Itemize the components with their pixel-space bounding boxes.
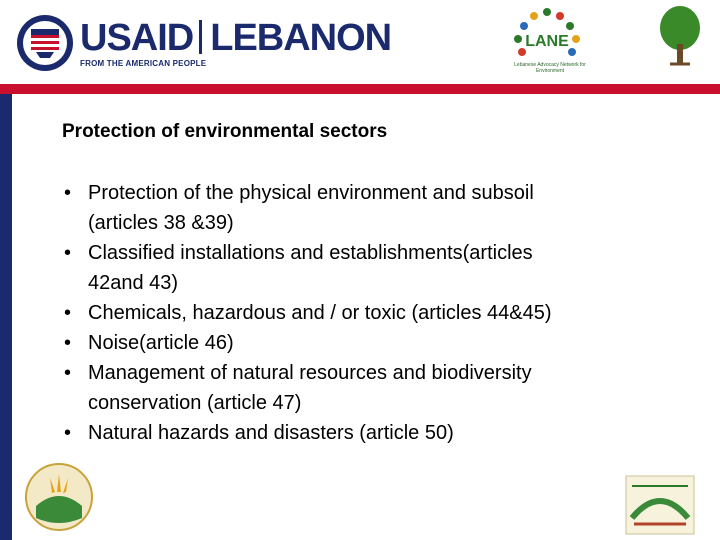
eco-movement-logo-icon (624, 474, 696, 536)
wordmark-divider (199, 20, 202, 54)
bullet-text: Chemicals, hazardous and / or toxic (articles 44&45) (88, 302, 552, 324)
header-red-band (0, 84, 720, 94)
bullet-text: Natural hazards and disasters (article 50) (88, 422, 454, 444)
left-accent-bar (0, 94, 12, 540)
list-item (60, 328, 680, 358)
list-item (60, 298, 680, 328)
usaid-seal-icon (16, 14, 74, 72)
bullet-text: Classified installations and establishments(articles (88, 242, 533, 264)
bullet-icon: • (64, 332, 72, 354)
bullet-icon: • (64, 242, 72, 264)
country-brand: LEBANON (210, 17, 392, 59)
slide-title: Protection of environmental sectors (62, 121, 388, 142)
university-logo-icon (24, 462, 94, 532)
list-item (60, 178, 680, 238)
list-item (60, 418, 680, 448)
bullet-list (60, 178, 680, 448)
lane-logo-text: LANE (525, 33, 569, 50)
bullet-text: Protection of the physical environment and subsoil (88, 182, 534, 204)
header-bar (0, 0, 720, 84)
bullet-text-cont: (articles 38 &39) (88, 212, 234, 234)
lane-caption: Lebanese Advocacy Network for Environment (514, 62, 586, 74)
bullet-text-cont: conservation (article 47) (88, 392, 302, 414)
bullet-icon: • (64, 302, 72, 324)
bullet-icon: • (64, 182, 72, 204)
list-item (60, 358, 680, 418)
bullet-text-cont: 42and 43) (88, 272, 179, 294)
tree-logo-icon (650, 4, 710, 68)
usaid-brand: USAID (80, 17, 194, 59)
list-item (60, 238, 680, 298)
bullet-icon: • (64, 422, 72, 444)
bullet-icon: • (64, 362, 72, 384)
bullet-text: Noise(article 46) (88, 332, 234, 354)
usaid-tagline: FROM THE AMERICAN PEOPLE (80, 59, 207, 68)
bullet-text: Management of natural resources and biodiversity (88, 362, 532, 384)
usaid-lebanon-wordmark (80, 18, 391, 68)
